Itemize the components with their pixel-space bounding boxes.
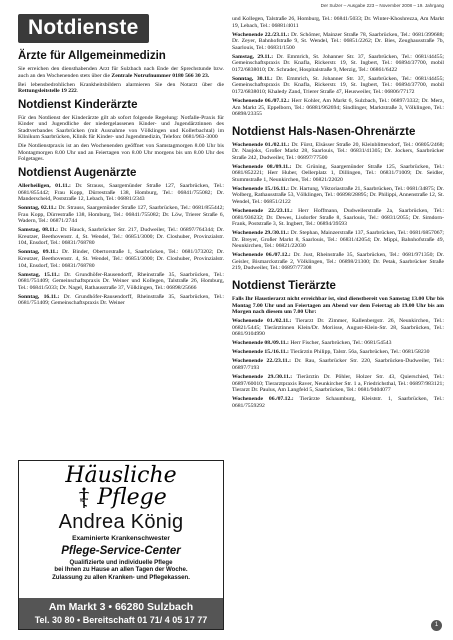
notdienst-entry — [18, 272, 224, 292]
notdienst-entry — [18, 205, 224, 225]
entry-date: Wochenende 22./23.11.: — [232, 358, 291, 365]
entry-date: Wochenende 29./30.11.: — [232, 373, 293, 380]
right-column — [232, 16, 444, 626]
kinder-paragraph-1: Für den Notdienst der Kinderärzte gilt ab sofort folgende Regelung: Notfalle-Praxis für Kinder und Jugendliche der niedergelassenen Kinder- und Jugendärztinnen des Stadtverbandes Saarbrücken (mit Ausnahme von Völklingen und Kollerbachtal) im Klinikum Saarbrücken, Klinik für Kinder- und Jugendmedizin, Telefon: 0681/963-3000 — [18, 114, 224, 141]
ad-service-center: Pflege-Service-Center — [61, 545, 181, 557]
notdienst-entry — [232, 208, 444, 228]
entry-text: Dr. Emmrich, St. Johanner Str. 37, Saarbrücken, Tel.: 0681/44455; Gemeinschaftspraxis Dr. Knafla, Rickerstr. 19, St. Ingbert, Tel.: 06894/37700, mobil 0172/6838010; Dr. Schrader, Hospitalstraße 9, Merzig, Tel.: 06861/6422 — [232, 53, 444, 73]
notdienst-entry — [232, 16, 444, 29]
notdienst-entry — [232, 76, 444, 96]
section-title-augen: Notdienst Augenärzte — [18, 167, 137, 180]
ad-address: Am Markt 3 • 66280 Sulzbach — [48, 601, 194, 613]
notdienste-logo: Notdienste — [18, 14, 149, 43]
notdienst-entry — [232, 358, 444, 371]
aerzte-text: Bei lebensbedrohlichen Krankheitsbildern alarmieren Sie den Notarzt über die — [18, 81, 224, 88]
notdienst-entry — [232, 340, 444, 347]
entry-date: Wochenende 22./23.11.: — [232, 31, 290, 38]
notdienst-entry — [232, 374, 444, 394]
caduceus-icon — [75, 487, 93, 509]
entry-date: Samstag, 29.11.: — [232, 53, 274, 60]
tier-list — [232, 318, 444, 409]
notdienst-entry — [232, 186, 444, 206]
entry-date: Sonntag, 16.11.: — [18, 293, 60, 300]
notdienst-entry — [232, 349, 444, 356]
entry-date: Samstag, 15.11.: — [18, 271, 60, 278]
entry-date: Wochenende 06./07.12.: — [232, 98, 290, 105]
advertisement — [18, 460, 224, 630]
tier-intro-text: Falls Ihr Haustierarzt nicht erreichbar ist, sind dienstbereit von Samstag 13.00 Uhr bis Montag 7.00 Uhr und an Feiertagen am Abend vor dem Feiertag ab 19.00 Uhr bis am Morgen nach diesem um 7.00 Uhr: — [232, 296, 444, 316]
entry-date: Wochenende 08./09.11.: — [232, 163, 292, 170]
page-number: 1 — [431, 620, 442, 631]
ad-q-line-1: Qualifizierte und individuelle Pflege — [69, 559, 173, 566]
notdienst-entry — [18, 227, 224, 247]
notdienst-entry — [18, 249, 224, 269]
ad-qualification — [19, 559, 223, 581]
entry-text: Dr. Schömer, Mainzer Straße 78, Saarbrücken, Tel.: 0681/399688; Dr. Zeyer, Bahnhofstraße 9, St. Wendel, Tel.: 06851/2262; Dr. Bies, Zeughausstraße 7b, Saarlouis, Tel.: 06831/1500 — [232, 31, 444, 51]
aerzte-paragraph-2 — [18, 82, 224, 95]
ad-telephone: Tel. 30 80 • Bereitschaft 01 71/ 4 05 17 77 — [34, 615, 208, 625]
notdienst-entry — [232, 54, 444, 74]
entry-date: Samstag, 08.11.: — [18, 227, 59, 234]
notdienst-entry — [232, 252, 444, 272]
augen-continued-list — [232, 16, 444, 118]
entry-text: Dr. Grundhöfer-Rausendorff, Rheinstraße 35, Saarbrücken, Tel.: 0681/751409; Gemeinschaftspraxis Dr. Weiner und Kollegen, Talstraße 26, Homburg, Tel.: 06841/5033; Dr. Nagel, Rathausstraße 37, Völklingen, Tel.: 06898/25666 — [18, 271, 224, 291]
entry-date: Allerheiligen, 01.11.: — [18, 183, 71, 190]
section-title-hno: Notdienst Hals-Nasen-Ohrenärzte — [232, 125, 416, 138]
entry-text: Dr. Strauss, Saargemünder Straße 127, Saarbrücken, Tel.: 0681/855442; Frau Kopp, Dürrestraße 138, Homburg, Tel.: 06841/755082; Dr. Löw, Trierer Straße 6, Wadern, Tel.: 06871/2744 — [18, 205, 224, 225]
entry-text: Tierärzte Schaumburg, Kleiststr. 1, Saarbrücken, Tel.: 0681/7559292 — [232, 396, 444, 409]
entry-text: Dr. Strauss, Saargemünder Straße 127, Saarbrücken, Tel.: 0681/855442; Frau Kopp, Dürrestraße 138, Homburg, Tel.: 06841/755082; Dr. Manderscheid, Poststraße 12, Lebach, Tel.: 06881/2343 — [18, 183, 224, 203]
section-title-tier: Notdienst Tierärzte — [232, 280, 336, 292]
aerzte-paragraph-1 — [18, 66, 224, 79]
entry-text: Dr. Binder, Obertorstraße 1, Saarbrücken, Tel.: 0681/373202; Dr. Kreutzer, Beethovenstr. 4, St. Wendel, Tel.: 06851/3000; Dr. Closhuber, Provinzialstr. 104, Ensdorf, Tel.: 06831/768780 — [18, 249, 224, 269]
notdienst-entry — [18, 294, 224, 307]
entry-date: Wochenende 22./23.11.: — [232, 208, 293, 215]
entry-date: Wochenende 15./16.11.: — [232, 349, 289, 356]
entry-text: Dr. Hauck, Saarbrücker Str. 217, Dudweiler, Tel.: 06897/764344; Dr. Kreutzer, Beethovenstr. 4, St. Wendel, Tel.: 06851/3000; Dr. Closhuber, Provinzialstr. 104, Ensdorf, Tel.: 06831/768780 — [18, 227, 224, 247]
entry-text: Dr. Grüning, Saargemünder Straße 125, Saarbrücken, Tel.: 0681/852221; Herr Huber, Oellerplatz 1, Dillingen, Tel.: 06831/71009; Dr. Seidler, Stummstraße 1, Neunkirchen, Tel.: 06821/22020 — [232, 163, 444, 183]
entry-text: Herr Kohler, Am Markt 6, Sulzbach, Tel.: 06897/3332; Dr. Merz, Am Markt 25, Eppelborn, Tel.: 06881/962694; Sindlinger, Marktstraße 3, Völklingen, Tel.: 06898/23355 — [232, 98, 444, 118]
entry-text: Dr. Grundhöfer-Rausendorff, Rheinstraße 35, Saarbrücken, Tel.: 0681/751409; Gemeinschaftspraxis Dr. Weiner — [18, 293, 224, 307]
notdienst-entry — [232, 396, 444, 409]
entry-date: Wochenende 15./16.11.: — [232, 185, 290, 192]
section-title-aerzte: Ärzte für Allgemeinmedizin — [18, 50, 166, 62]
aerzte-text: Sie erreichen den diensthabenden Arzt für Sulzbach nach Ende der Sprechstunde bzw. auch an den Wochenenden stets über die — [18, 66, 224, 79]
entry-text: Dr. Rau, Saarbrücker Str. 220, Saarbrücken-Dudweiler, Tel.: 06897/7193 — [232, 358, 444, 371]
notdienst-entry — [232, 98, 444, 118]
entry-text: Tierärztin Philipp, Talstr. 56a, Saarbrücken, Tel.: 0681/58230 — [288, 349, 430, 356]
entry-text: Dr. Emmrich, St. Johanner Str. 37, Saarbrücken, Tel.: 0681/44455; Gemeinschaftspraxis Dr. Knafla, Rickerstr. 19, St. Ingbert, Tel.: 06894/37700, mobil 0172/6838010; Khaledy Zand, Trierer Straße 47, Heusweiler, Tel.: 06806/77172 — [232, 75, 444, 95]
notdienst-entry — [232, 318, 444, 338]
entry-date: Wochenende 08./09.11.: — [232, 340, 289, 347]
entry-date: Sonntag, 30.11.: — [232, 75, 273, 82]
entry-text: Dr. Fürst, Elsässer Straße 20, Kleinblittersdorf, Tel.: 06805/2468; Dr. Naujoks, Großer Markt 28, Saarlouis, Tel.: 06831/41305; Dr. Jockers, Saarbrücker Straße 242, Dudweiler, Tel.: 06897/77500 — [232, 141, 444, 161]
ad-script-line-2-row — [19, 487, 223, 509]
entry-date: Sonntag, 09.11.: — [18, 249, 59, 256]
notdienst-entry — [232, 142, 444, 162]
entry-text: Dr. Stephan, Mainzerstraße 137, Saarbrücken, Tel.: 0681/6857067; Dr. Breyer, Großer Markt 8, Saarlouis, Tel.: 06831/42054; Dr. Mippi, Bahnhofstraße 49, Neunkirchen, Tel.: 06821/22030 — [232, 230, 444, 250]
hno-list — [232, 142, 444, 272]
entry-text: Herr Hoffmann, Dudweilerstraße 2a, Saarbrücken, Tel.: 0681/936232; Dr. Dewes, Lisdorfer Straße 8, Saarlouis, Tel.: 06831/2055; Dr. Simdorn-Frank, Poststraße 3, St. Ingbert, Tel.: 06894/39593 — [232, 208, 444, 228]
notrufnummer: Zentrale Notrufnummer 0180 566 30 23. — [111, 72, 210, 79]
augen-list — [18, 183, 224, 307]
entry-date: Wochenende 01./02.11.: — [232, 141, 290, 148]
entry-date: Wochenende 29./30.11.: — [232, 230, 290, 237]
notdienst-entry — [18, 183, 224, 203]
entry-text: und Kollegen, Talstraße 26, Homburg, Tel.: 06841/5033; Dr. Winter-Khoshrezza, Am Markt 19, Lebach, Tel.: 06881/4011 — [232, 16, 444, 29]
aerzte-text: . — [76, 88, 79, 95]
kinder-paragraph-2: Die Notdienstpraxis ist an den Wochenenden geöffnet von Samstagmorgen 8.00 Uhr bis Montagmorgen 8.00 Uhr und an Feiertagen von 8.00 Uhr morgens bis um 8.00 Uhr des Folgetages. — [18, 143, 224, 163]
rettungsleitstelle: Rettungsleitstelle 19 222 — [18, 88, 77, 95]
entry-date: Sonntag, 02.11.: — [18, 205, 57, 212]
ad-contact-bar — [19, 598, 223, 629]
ad-script-line-2: Pflege — [97, 485, 167, 510]
notdienst-entry — [232, 32, 444, 52]
ad-q-line-2: bei Ihnen zu Hause an allen Tagen der Woche. — [54, 566, 188, 574]
page-header: Der Sulzer – Ausgabe 223 – November 2008 – 19. Jahrgang — [320, 3, 444, 8]
entry-text: Tierärztin Dr. Pöhler, Holzer Str. 43, Quierschied, Tel.: 06897/60010; Tierarztpraxis Raver, Neunkircher Str. 1 a, Friedrichsthal, Tel.: 06897/983121; Tierarzt Dr. Paulus, Am Langfeld 5, Saarbrücken, Tel.: 0681/9404077 — [232, 373, 444, 394]
ad-script-line-1: Häusliche — [65, 463, 177, 488]
entry-date: Wochenende 01./02.11.: — [232, 318, 292, 325]
entry-text: Herr Fischer, Saarbrücken, Tel.: 0681/54543 — [288, 340, 392, 347]
notdienst-entry — [232, 164, 444, 184]
ad-name: Andrea König — [58, 511, 184, 533]
ad-subtitle: Examinierte Krankenschwester — [72, 535, 170, 542]
ad-q-line-3: Zulassung zu allen Kranken- und Pflegekassen. — [52, 573, 190, 581]
entry-text: Dr. Hartung, Viktoriastraße 21, Saarbrücken, Tel.: 0681/34875; Dr. Wolberg, Rathausstraße 53, Völklingen, Tel.: 06898/28895; Dr. Philippi, Annenstraße 12, St. Wendel, Tel.: 06851/2122 — [232, 185, 444, 206]
entry-date: Wochenende 06./07.12.: — [232, 396, 294, 403]
section-title-kinder: Notdienst Kinderärzte — [18, 98, 138, 111]
entry-text: Dr. Just, Rheinstraße 35, Saarbrücken, Tel.: 0681/971350; Dr. Geisler, Bismarckstraße 2, Völklingen, Tel.: 06898/21300; Dr. Petak, Saarbrücker Straße 219, Dudweiler, Tel.: 06897/77308 — [232, 252, 444, 272]
entry-text: Tierarzt Dr. Zimmer, Kallenbergstr. 26, Neunkirchen, Tel.: 06821/5445; Tierärztinnen Klein/Dr. Moriisse, August-Klein-Str. 28, Saarbrücken, Tel.: 0681/9104990 — [232, 318, 444, 338]
entry-date: Wochenende 06./07.12.: — [232, 252, 291, 259]
tier-intro — [232, 296, 444, 316]
notdienst-entry — [232, 230, 444, 250]
